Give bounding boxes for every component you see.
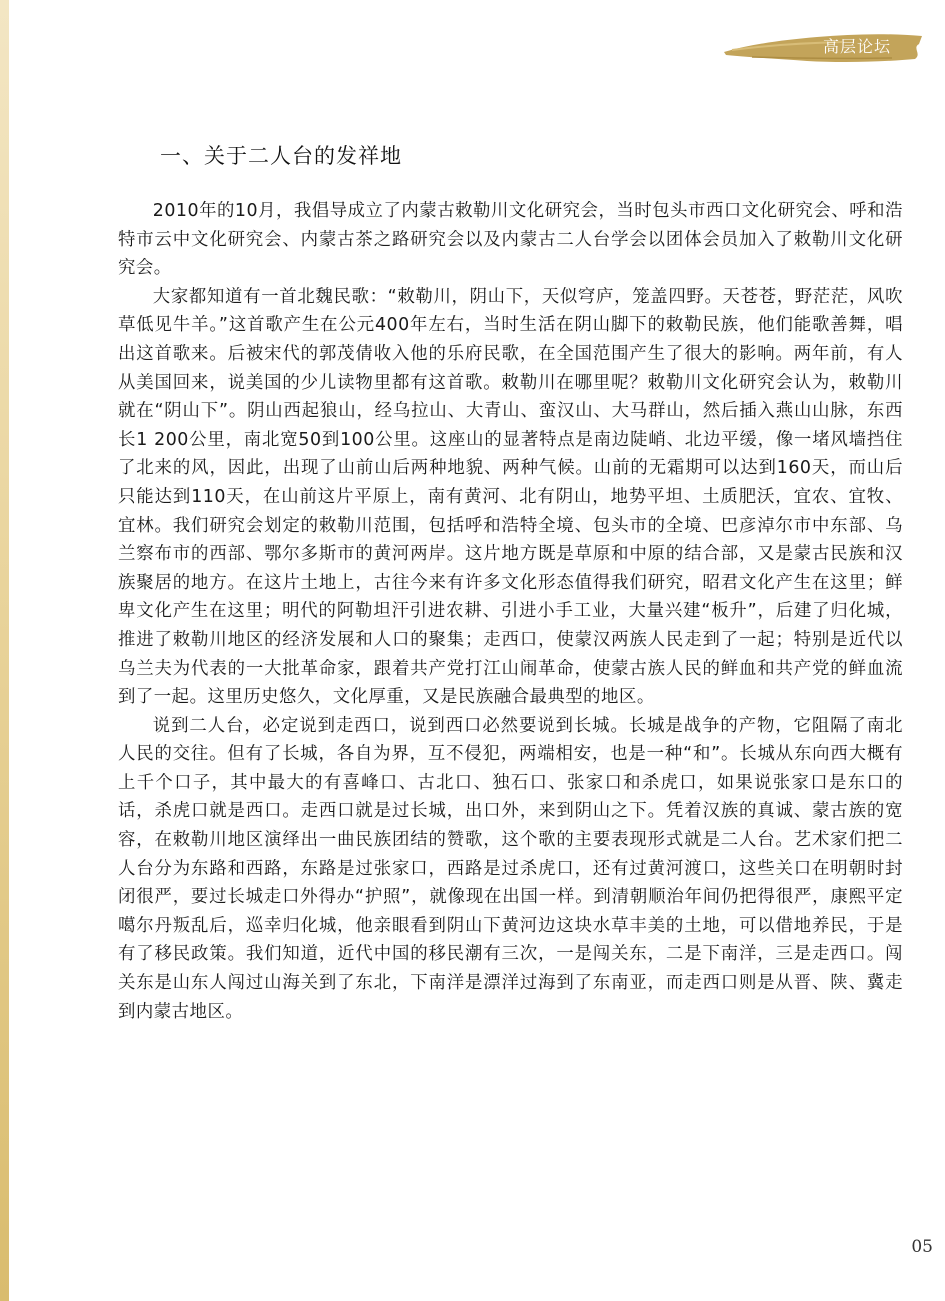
paragraph: 2010年的10月，我倡导成立了内蒙古敕勒川文化研究会，当时包头市西口文化研究会、呼和浩特市云中文化研究会、内蒙古茶之路研究会以及内蒙古二人台学会以团体会员加入了敕勒川文化研究会。 [118,201,903,279]
page-number: 05 [911,1237,933,1257]
section-label: 高层论坛 [822,37,891,56]
article-body [118,197,903,1026]
section-heading: 一、关于二人台的发祥地 [160,144,402,168]
paragraph: 说到二人台，必定说到走西口，说到西口必然要说到长城。长城是战争的产物，它阻隔了南北人民的交往。但有了长城，各自为界，互不侵犯，两端相安，也是一种“和”。长城从东向西大概有上千个口子，其中最大的有喜峰口、古北口、独石口、张家口和杀虎口，如果说张家口是东口的话，杀虎口就是西口。走西口就是过长城，出口外，来到阴山之下。凭着汉族的真诚、蒙古族的宽容，在敕勒川地区演绎出一曲民族团结的赞歌，这个歌的主要表现形式就是二人台。艺术家们把二人台分为东路和西路，东路是过张家口，西路是过杀虎口，还有过黄河渡口，这些关口在明朝时封闭很严，要过长城走口外得办“护照”，就像现在出国一样。到清朝顺治年间仍把得很严，康熙平定噶尔丹叛乱后，巡幸归化城，他亲眼看到阴山下黄河边这块水草丰美的土地，可以借地养民，于是有了移民政策。我们知道，近代中国的移民潮有三次，一是闯关东，二是下南洋，三是走西口。闯关东是山东人闯过山海关到了东北，下南洋是漂洋过海到了东南亚，而走西口则是从晋、陕、冀走到内蒙古地区。 [118,715,903,1022]
gold-spine-decoration [0,0,9,1301]
section-header-banner [722,28,924,68]
paragraph: 大家都知道有一首北魏民歌：“敕勒川，阴山下，天似穹庐，笼盖四野。天苍苍，野茫茫，风吹草低见牛羊。”这首歌产生在公元400年左右，当时生活在阴山脚下的敕勒民族，他们能歌善舞，唱出这首歌来。后被宋代的郭茂倩收入他的乐府民歌，在全国范围产生了很大的影响。两年前，有人从美国回来，说美国的少儿读物里都有这首歌。敕勒川在哪里呢？敕勒川文化研究会认为，敕勒川就在“阴山下”。阴山西起狼山，经乌拉山、大青山、蛮汉山、大马群山，然后插入燕山山脉，东西长1 200公里，南北宽50到100公里。这座山的显著特点是南边陡峭、北边平缓，像一堵风墙挡住了北来的风，因此，出现了山前山后两种地貌、两种气候。山前的无霜期可以达到160天，而山后只能达到110天，在山前这片平原上，南有黄河、北有阴山，地势平坦、土质肥沃，宜农、宜牧、宜林。我们研究会划定的敕勒川范围，包括呼和浩特全境、包头市的全境、巴彦淖尔市中东部、乌兰察布市的西部、鄂尔多斯市的黄河两岸。这片地方既是草原和中原的结合部，又是蒙古民族和汉族聚居的地方。在这片土地上，古往今来有许多文化形态值得我们研究，昭君文化产生在这里；鲜卑文化产生在这里；明代的阿勒坦汗引进农耕、引进小手工业，大量兴建“板升”，后建了归化城，推进了敕勒川地区的经济发展和人口的聚集；走西口，使蒙汉两族人民走到了一起；特别是近代以乌兰夫为代表的一大批革命家，跟着共产党打江山闹革命，使蒙古族人民的鲜血和共产党的鲜血流到了一起。这里历史悠久，文化厚重，又是民族融合最典型的地区。 [118,286,903,708]
